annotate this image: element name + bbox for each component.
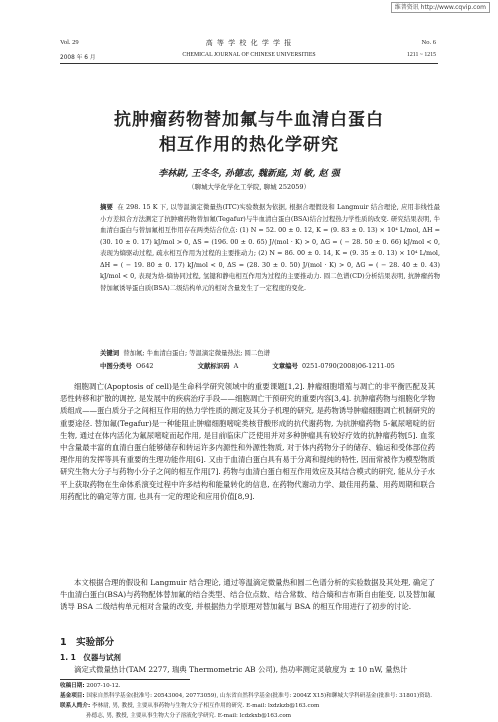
- volume-label: Vol. 29: [60, 39, 79, 46]
- affiliation: （聊城大学化学化工学院, 聊城 252059）: [187, 183, 310, 191]
- footnote-rule: [60, 679, 190, 680]
- body-paragraph-1: 细胞凋亡(Apoptosis of cell)是生命科学研究领域中的重要课题[1,2]. 肿瘤细胞增殖与凋亡的非平衡匹配及其恶性转移和扩散的调控, 是发展中的疾病治疗手段——细胞凋亡干预研究的重要内容[3,4]. 抗肿瘤药物与细胞化学物质组成——蛋白质分子之间相互作用的热力学性质的测定及其分子机理的研究, 是药物诱导肿瘤细胞凋亡机制研究的重要途径. 替加氟(Tegafur)是一种能阻止肿瘤细胞嘧啶类核苷酸形成的抗代谢药物, 为抗肿瘤药物 5-氟尿嘧啶的衍生物, 通过在体内活化为氟尿嘧啶而起作用, 是目前临床广泛使用并对多种肿瘤具有较好疗效的抗肿瘤药物[5]. 血浆中含量最丰富的血清白蛋白能够储存和转运许多内源性和外源性物质, 对于体内药物分子的储存、输运和受体部位药理作用的发挥等具有重要的生理功能作用[6]. 又由于血清白蛋白具有易于分离和提纯的特性, 因而常被作为模型物质研究生物大分子与药物小分子之间的相互作用[7]. 药物与血清白蛋白相互作用效应及其结合模式的研究, 能从分子水平上获取药物在生命体系演变过程中许多结构和能量转化的信息, 在药物代谢动力学、最佳用药量、用药周期和联合用药配比的确定等方面, 也具有一定的理论和应用价值[8,9].: [60, 382, 435, 501]
- body-paragraph-2: 本文根据合理的假设和 Langmuir 结合理论, 通过等温滴定微量热和圆二色谱分析的实验数据及其处理, 确定了牛血清白蛋白(BSA)与药物配体替加氟的结合类型、结合位点数、结合常数、结合熵和吉布斯自由能变, 以及替加氟诱导 BSA 二级结构单元相对含量的改变, 并根据热力学原理对替加氟与 BSA 的相互作用进行了初步的讨论.: [60, 578, 435, 612]
- header-rule: [60, 63, 438, 64]
- keywords-text: 替加氟; 牛血清白蛋白; 等温滴定微量热法; 圆二色谱: [123, 349, 271, 357]
- abstract-label: 摘要: [100, 203, 114, 211]
- section-heading-experiment: 1 实验部分: [60, 637, 115, 648]
- watermark: 维普资讯 http://www.cqvip.com: [391, 2, 490, 13]
- issue-date: 2008 年 6 月: [60, 55, 96, 61]
- abstract: [100, 202, 440, 294]
- footnote-contact-2: 孙德志, 男, 教授, 主要从事生物大分子溶液化学研究. E-mail: lcdzkxb@163.com: [86, 713, 292, 719]
- issue-number: No. 6: [421, 39, 436, 46]
- article-no-label: 文章编号: [272, 362, 298, 370]
- footnotes: [60, 681, 440, 721]
- footnote-contact-1: 联系人简介: 李林尉, 男, 教授, 主要从事药物与生物大分子相互作用的研究. E-mail: lxdzkzb@163.com: [60, 703, 320, 709]
- journal-title-cn: 高 等 学 校 化 学 学 报: [205, 39, 293, 47]
- page-range: 1211 ~ 1215: [406, 52, 436, 58]
- subsection-heading-instruments: 1. 1 仪器与试剂: [60, 653, 121, 662]
- keywords: [100, 348, 440, 360]
- footnote-funding: 基金项目: 国家自然科学基金(批准号: 20543004, 20773059), 山东省自然科学基金(批准号: 2004Z X15)和聊城大学科研基金(批准号: 31801)资助.: [60, 693, 433, 699]
- article-title-line1: 抗肿瘤药物替加氟与牛血清白蛋白: [114, 110, 384, 130]
- clc-label: 中图分类号: [100, 362, 132, 370]
- abstract-text: 在 298. 15 K 下, 以等温滴定微量热(ITC)实验数据为依据, 根据合理假设和 Langmuir 结合理论, 应用非线性最小方差拟合方法测定了抗肿瘤药物替加氟(Tegafur)与牛血清白蛋白(BSA)结合过程热力学性质的改变. 研究结果表明, 牛血清白蛋白与替加氟相互作用存在两类结合位点: (1) N = 52. 00 ± 0. 12, K = (9. 83 ± 0. 13) × 10⁴ L/mol, ΔH = (30. 10 ± 0. 17) kJ/mol > 0, ΔS = (196. 00 ± 0. 65) J/(mol · K) > 0, ΔG = ( − 28. 50 ± 0. 66) kJ/mol < 0, 表现为熵驱动过程, 疏水相互作用为过程的主要推动力; (2) N = 86. 00 ± 0. 14, K = (9. 35 ± 0. 13) × 10⁴ L/mol, ΔH = ( − 19. 80 ± 0. 17) kJ/mol < 0, ΔS = (28. 30 ± 0. 50) J/(mol · K) > 0, ΔG = ( − 28. 40 ± 0. 43) kJ/mol < 0, 表现为焓-熵协同过程, 氢键和静电相互作用为过程的主要推动力. 圆二色谱(CD)分析结果表明, 抗肿瘤药物替加氟诱导蛋白质(BSA)二级结构单元的相对含量发生了一定程度的变化.: [100, 203, 440, 292]
- classification-line: [100, 361, 460, 370]
- article-title-line2: 相互作用的热化学研究: [159, 135, 339, 155]
- keywords-label: 关键词: [100, 349, 120, 357]
- journal-title-en: CHEMICAL JOURNAL OF CHINESE UNIVERSITIES: [182, 52, 316, 58]
- authors: 李林尉, 王冬冬, 孙德志, 魏新庭, 刘 敏, 赵 强: [158, 169, 340, 179]
- footnote-received: 收稿日期: 2007-10-12.: [60, 683, 121, 689]
- doc-code-value: A: [233, 362, 239, 370]
- instruments-text: 滴定式微量热计(TAM 2277, 瑞典 Thermometric AB 公司), 热功率测定灵敏度为 ± 10 nW, 量热计: [74, 665, 408, 674]
- doc-code-label: 文献标识码: [197, 362, 230, 370]
- clc-value: O642: [136, 362, 154, 370]
- article-no-value: 0251-0790(2008)06-1211-05: [301, 362, 395, 370]
